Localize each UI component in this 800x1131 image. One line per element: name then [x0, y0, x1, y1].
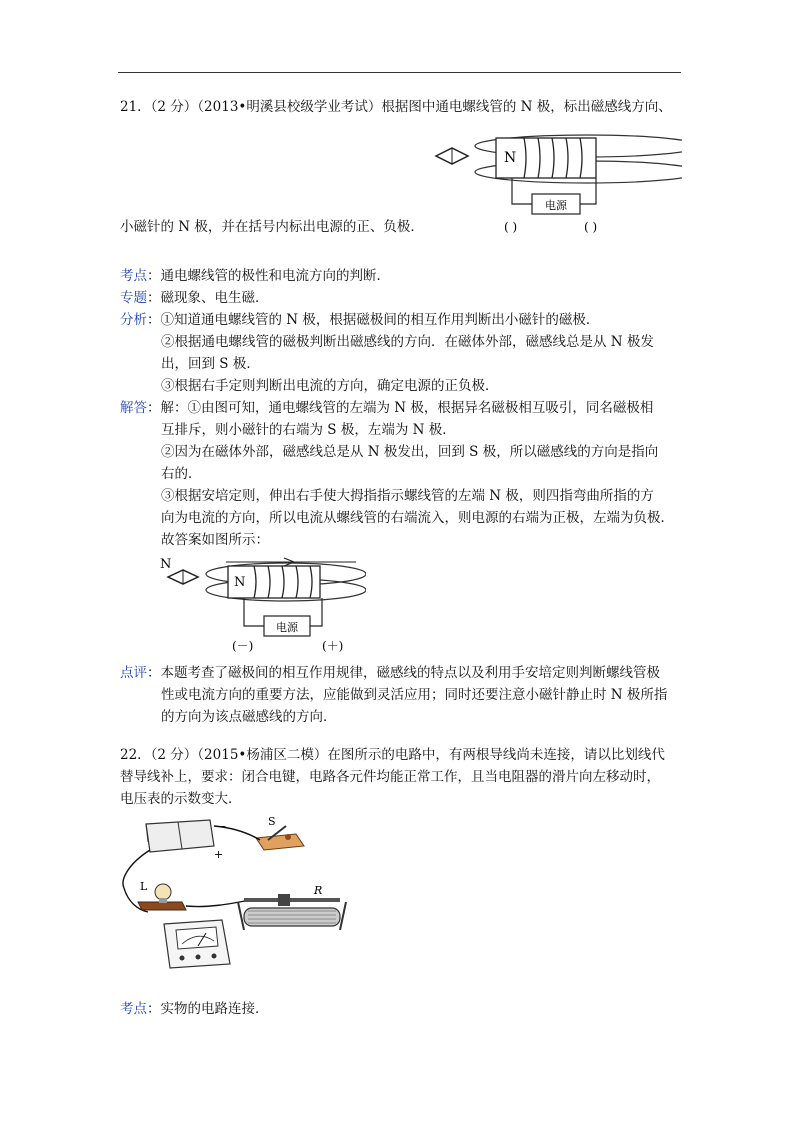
solenoid-n-label: N — [504, 150, 517, 166]
q21-jieda-line: ③根据安培定则，伸出右手使大拇指指示螺线管的左端 N 极，则四指弯曲所指的方 — [161, 488, 654, 504]
q21-jieda-line: 故答案如图所示： — [161, 532, 269, 548]
q21-line2: 小磁针的 N 极，并在括号内标出电源的正、负极． — [120, 219, 424, 235]
q21-dianping-line: 的方向为该点磁感线的方向． — [161, 709, 337, 725]
q22-line: 替导线补上，要求：闭合电键，电路各元件均能正常工作，且当电阻器的滑片向左移动时， — [120, 769, 660, 785]
q21-dianping-line: 性或电流方向的重要方法，应能做到灵活应用；同时还要注意小磁针静止时 N 极所指 — [161, 687, 668, 703]
svg-text:N: N — [160, 557, 172, 572]
svg-text:－: － — [216, 820, 227, 833]
q21-answer-figure — [156, 546, 366, 654]
svg-text:电源: 电源 — [545, 199, 567, 212]
svg-text:R: R — [314, 884, 323, 897]
svg-text:(－): (－) — [232, 639, 254, 653]
top-rule — [118, 72, 681, 73]
svg-text:+: + — [214, 848, 224, 861]
q22-circuit-figure — [118, 812, 368, 982]
battery-icon — [146, 820, 214, 852]
q21-jieda-line: 向为电流的方向，所以电流从螺线管的右端流入，则电源的右端为正极，左端为负极． — [161, 510, 674, 526]
q21-kaodian: 考点：通电螺线管的极性和电流方向的判断． — [120, 268, 390, 284]
q21-figure — [432, 128, 682, 238]
q21-jieda-line: 互排斥，则小磁针的右端为 S 极，左端为 N 极． — [161, 422, 456, 438]
q21-fenxi: 分析：①知道通电螺线管的 N 极，根据磁极间的相互作用判断出小磁针的磁极． — [120, 312, 600, 328]
q21-jieda: 解答：解：①由图可知，通电螺线管的左端为 N 极，根据异名磁极相互吸引，同名磁极相 — [120, 400, 654, 416]
svg-text:(＋): (＋) — [322, 639, 344, 653]
svg-text:( ): ( ) — [504, 220, 518, 234]
q21-fenxi-line: ③根据右手定则判断出电流的方向，确定电源的正负极． — [161, 378, 499, 394]
q21-jieda-line: 右的． — [161, 466, 202, 482]
q21-header: 21．（2 分）（2013•明溪县校级学业考试）根据图中通电螺线管的 N 极，标出磁感线方向、 — [120, 99, 672, 115]
q22-line: 电压表的示数变大． — [120, 791, 242, 807]
q21-fenxi-line: ②根据通电螺线管的磁极判断出磁感线的方向．在磁体外部，磁感线总是从 N 极发 — [161, 334, 654, 350]
voltmeter-icon — [164, 920, 230, 968]
q21-fenxi-line: 出，回到 S 极． — [161, 356, 260, 372]
q21-jieda-line: ②因为在磁体外部，磁感线总是从 N 极发出，回到 S 极，所以磁感线的方向是指向 — [161, 444, 659, 460]
q22-line: 22．（2 分）（2015•杨浦区二模）在图所示的电路中，有两根导线尚未连接，请以比划线代 — [120, 747, 665, 763]
svg-text:电源: 电源 — [276, 621, 298, 634]
svg-text:( ): ( ) — [584, 220, 598, 234]
svg-text:L: L — [140, 880, 148, 893]
svg-text:S: S — [268, 815, 276, 828]
q21-zhuanti: 专题：磁现象、电生磁． — [120, 290, 269, 306]
switch-icon — [256, 826, 304, 850]
q22-kaodian: 考点：实物的电路连接． — [120, 1001, 269, 1017]
svg-text:N: N — [234, 575, 246, 590]
rheostat-icon — [238, 894, 346, 930]
q21-dianping: 点评：本题考查了磁极间的相互作用规律，磁感线的特点以及利用手安培定则判断螺线管极 — [120, 665, 660, 681]
